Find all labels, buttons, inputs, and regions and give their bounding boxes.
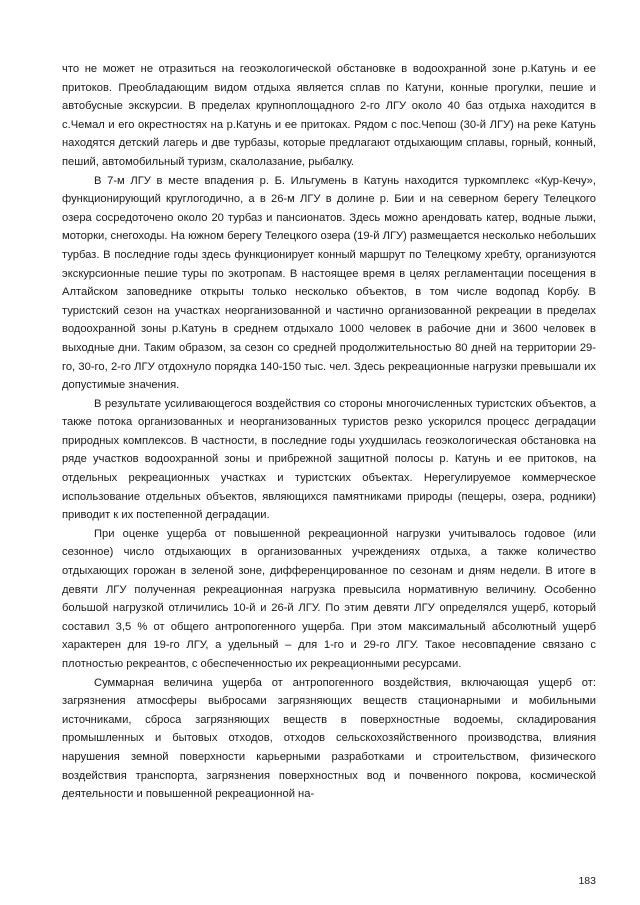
document-page xyxy=(62,60,596,804)
paragraph-total-damage: Суммарная величина ущерба от антропогенного воздействия, включающая ущерб от: загрязнения атмосферы выбросами загрязняющих веществ стационарными и мобильными источниками, сброса загрязняющих веществ в поверхностные водоемы, складирования промышленных и бытовых отходов, отходов сельскохозяйственного производства, влияния нарушения земной поверхности карьерными разработками и строительством, физического воздействия транспорта, загрязнения поверхностных вод и почвенного покрова, космической деятельности и повышенной рекреационной на- xyxy=(62,676,596,801)
paragraph-degradation: В результате усиливающегося воздействия со стороны многочисленных туристских объектов, а также потока организованных и неорганизованных туристов резко ускорился процесс деградации природных комплексов. В частности, в последние годы ухудшилась геоэкологическая обстановка на ряде участков водоохранной зоны и прибрежной защитной полосы р. Катунь и ее притоков, на отдельных рекреационных участках и туристских объектах. Нерегулируемое коммерческое использование отдельных объектов, являющихся памятниками природы (пещеры, озера, родники) приводит к их постепенной деградации. xyxy=(62,397,596,522)
paragraph-continuation: что не может не отразиться на геоэкологической обстановке в водоохранной зоне р.Катунь и ее притоков. Преобладающим видом отдыха является сплав по Катуни, конные прогулки, пешие и автобусные экскурсии. В пределах крупноплощадного 2-го ЛГУ около 40 баз отдыха находится в с.Чемал и его окрестностях на р.Катунь и ее притоках. Рядом с пос.Чепош (30-й ЛГУ) на реке Катунь находятся детский лагерь и две турбазы, которые предлагают отдыхающим сплавы, горный, конный, пеший, автомобильный туризм, скалолазание, рыбалку. xyxy=(62,63,596,168)
page-number: 183 xyxy=(578,875,596,887)
paragraph-tour-bases: В 7-м ЛГУ в месте впадения р. Б. Ильгумень в Катунь находится туркомплекс «Кур-Кечу», функционирующий круглогодично, а в 26-м ЛГУ в долине р. Бии и на северном берегу Телецкого озера сосредоточено около 20 турбаз и пансионатов. Здесь можно арендовать катер, водные лыжи, моторки, снегоходы. На южном берегу Телецкого озера (19-й ЛГУ) размещается несколько небольших турбаз. В последние годы здесь функционирует конный маршрут по Телецкому хребту, организуются экскурсионные пешие туры по экотропам. В настоящее время в целях регламентации посещения в Алтайском заповеднике открыты только несколько объектов, в том числе водопад Корбу. В туристский сезон на участках неорганизованной и частично организованной рекреации в пределах водоохранной зоны р.Катунь в среднем отдыхало 1000 человек в рабочие дни и 3600 человек в выходные дни. Таким образом, за сезон со средней продолжительностью 80 дней на территории 29-го, 30-го, 2-го ЛГУ отдохнуло порядка 140-150 тыс. чел. Здесь рекреационные нагрузки превышали их допустимые значения. xyxy=(62,174,596,392)
paragraph-damage-assessment: При оценке ущерба от повышенной рекреационной нагрузки учитывалось годовое (или сезонное) число отдыхающих в организованных учреждениях отдыха, а также количество отдыхающих горожан в зеленой зоне, дифференцированное по сезонам и дням недели. В итоге в девяти ЛГУ полученная рекреационная нагрузка превысила нормативную величину. Особенно большой нагрузкой отличились 10-й и 26-й ЛГУ. По этим девяти ЛГУ определялся ущерб, который составил 3,5 % от общего антропогенного ущерба. При этом максимальный абсолютный ущерб характерен для 19-го ЛГУ, а удельный – для 1-го и 29-го ЛГУ. Такое несовпадение связано с плотностью рекреантов, с обеспеченностью их рекреационными ресурсами. xyxy=(62,527,596,670)
